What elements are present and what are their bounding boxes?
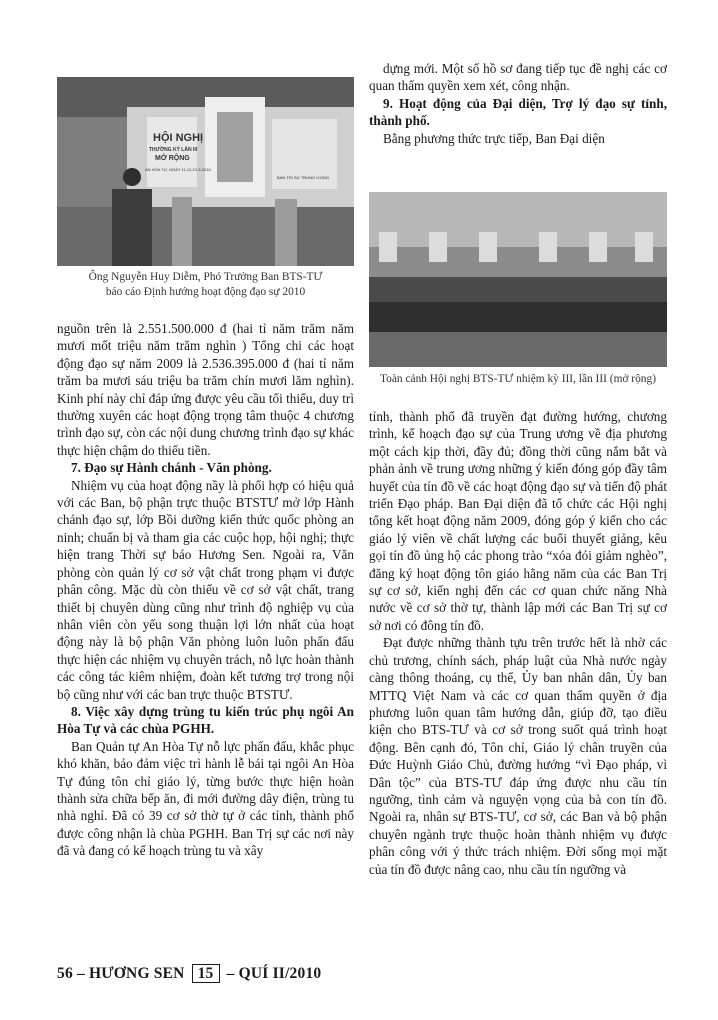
page-footer (57, 964, 321, 983)
caption-line-2: báo cáo Định hướng hoạt động đạo sự 2010 (105, 286, 306, 298)
section-heading-9: 9. Hoạt động của Đại diện, Trợ lý đạo sự tỉnh, thành phố. (369, 95, 667, 129)
right-column-top (369, 60, 667, 147)
banner-subtitle-2: MỞ RỘNG (155, 155, 190, 162)
section-heading-7: 7. Đạo sự Hành chánh - Văn phòng. (71, 460, 272, 476)
paragraph: Nhiệm vụ của hoạt động nầy là phối hợp có hiệu quả với các Ban, bộ phận trực thuộc BTSTƯ mở lớp Hành chánh đạo sự, lớp Bồi dưỡng kiến thức quốc phòng an ninh; chuẩn bị và tham gia các cuộc họp, hội nghị; thực hiện trang Thời sự báo Hương Sen. Ngoài ra, Văn phòng còn quản lý cơ sở vật chất trong phạm vi được phân công. Mặc dù còn thiếu về cơ sở vật chất, trang thiết bị chuyên dùng cũng như trình độ nghiệp vụ của nhân viên còn yếu song thuận lợi lớn nhất của hoạt động này là bộ phận Văn phòng luôn luôn phấn đấu thực hiện các nhiệm vụ chuyên trách, nỗ lực hoàn thành các công tác kiêm nhiệm, đoàn kết tương trợ trong nội bộ cũng như với các ban trực thuộc BTSTƯ. (57, 477, 354, 702)
paragraph: tỉnh, thành phố đã truyền đạt đường hướng, chương trình, kế hoạch đạo sự của Trung ương về địa phương một cách kịp thời, đầy đủ; đồng thời cũng nắm bắt và phản ảnh về trung ương những ý kiến đóng góp đầy tâm huyết của tín đồ về các hoạt động đạo sự và tiến độ phát triển Đạo pháp. Ban Đại diện đã tổ chức các Hội nghị tổng kết hoạt động năm 2009, đóng góp ý kiến cho các giáo lý viên về chất lượng các buổi thuyết giảng, kêu gọi tín đồ ủng hộ các phong trào “xóa đói giảm nghèo”, đăng ký hoạt động tôn giáo hằng năm của các Ban Trị sự cơ sở, kiến nghị đến các cơ quan chức năng Nhà nước về cơ sở thờ tự, thành lập mới các Ban Trị sự cơ sở nơi có đông tín đồ. (369, 409, 667, 633)
left-column (57, 320, 354, 860)
conference-photo-audience (369, 192, 667, 367)
paragraph: Ban Quản tự An Hòa Tự nỗ lực phấn đấu, khắc phục khó khăn, bảo đảm việc trì hành lễ bái tại ngôi An Hòa Tự đúng tôn chỉ giáo lý, từng bước thực hiện hoàn thành sửa chữa bếp ăn, đi mới đường dây điện, trùng tu nhà nghỉ. Đã có 39 cơ sở thờ tự ở các tỉnh, thành phố được công nhận là chùa PGHH. Ban Trị sự các nơi này đã và đang có kế hoạch trùng tu và xây (57, 738, 354, 859)
audience-scene-illustration (369, 192, 667, 367)
footer-page-label: 56 – HƯƠNG SEN (57, 965, 185, 982)
paragraph: Đạt được những thành tựu trên trước hết là nhờ các chủ trương, chính sách, pháp luật của Nhà nước ngày càng thông thoáng, cụ thể, Ủy ban nhân dân, Ủy ban MTTQ Việt Nam và các cơ quan thẩm quyền ở địa phương luôn quan tâm hướng dẫn, giúp đỡ, tạo điều kiện cho BTS-TƯ và cơ sở trong suốt quá trình hoạt động. Bên cạnh đó, Tôn chỉ, Giáo lý chân truyền của Đức Huỳnh Giáo Chủ, đường hướng “vì Đạo pháp, vì Dân tộc” của BTS-TƯ đáp ứng được nhu cầu tín ngưỡng, tình cảm và nguyện vọng của bà con tín đồ. Ngoài ra, nhân sự BTS-TƯ, cơ sở, các Ban và bộ phận chuyên ngành trực thuộc hoàn thành nhiệm vụ được phân công với ý thức trách nhiệm. Đời sống mọi mặt của tín đồ được nâng cao, nhu cầu tín ngưỡng và (369, 635, 667, 877)
right-column-bottom (369, 408, 667, 878)
photo-caption-speaker (57, 270, 354, 300)
banner-date: AN HÒA TỰ, NGÀY 11,12,13-3-2010 (145, 167, 211, 172)
caption-line-1: Ông Nguyễn Huy Diễm, Phó Trưởng Ban BTS-TƯ (88, 271, 323, 283)
paragraph: dựng mới. Một số hồ sơ đang tiếp tục đề nghị các cơ quan thẩm quyền xem xét, công nhận. (369, 61, 667, 94)
footer-period: – QUÍ II/2010 (226, 965, 322, 982)
footer-issue-number: 15 (192, 964, 220, 983)
banner-right-label: BAN TRỊ SỰ TRUNG ƯƠNG (277, 175, 330, 180)
photo-caption-audience: Toàn cảnh Hội nghị BTS-TƯ nhiệm kỳ III, lần III (mở rộng) (380, 373, 656, 385)
paragraph: Bằng phương thức trực tiếp, Ban Đại diện (383, 130, 605, 146)
banner-subtitle-1: THƯỜNG KỲ LẦN III (149, 147, 198, 153)
section-heading-8: 8. Việc xây dựng trùng tu kiến trúc phụ ngôi An Hòa Tự và các chùa PGHH. (57, 703, 354, 737)
banner-title: HỘI NGHỊ (153, 132, 204, 144)
paragraph: nguồn trên là 2.551.500.000 đ (hai tỉ năm trăm năm mươi mốt triệu năm trăm nghìn ) Tổng chi các hoạt động đạo sự năm 2009 là 2.536.395.000 đ (hai tỉ năm trăm ba mươi sáu triệu ba trăm chín mươi lăm nghìn). Kinh phí này chỉ đáp ứng được yêu cầu tối thiểu, duy trì thường xuyên các hoạt động trọng tâm thuộc 4 chương trình đạo sự, còn các nội dung chương trình đạo sự khác thực hiện chậm do thiếu tiền. (57, 321, 354, 458)
conference-photo-speaker (57, 77, 354, 266)
